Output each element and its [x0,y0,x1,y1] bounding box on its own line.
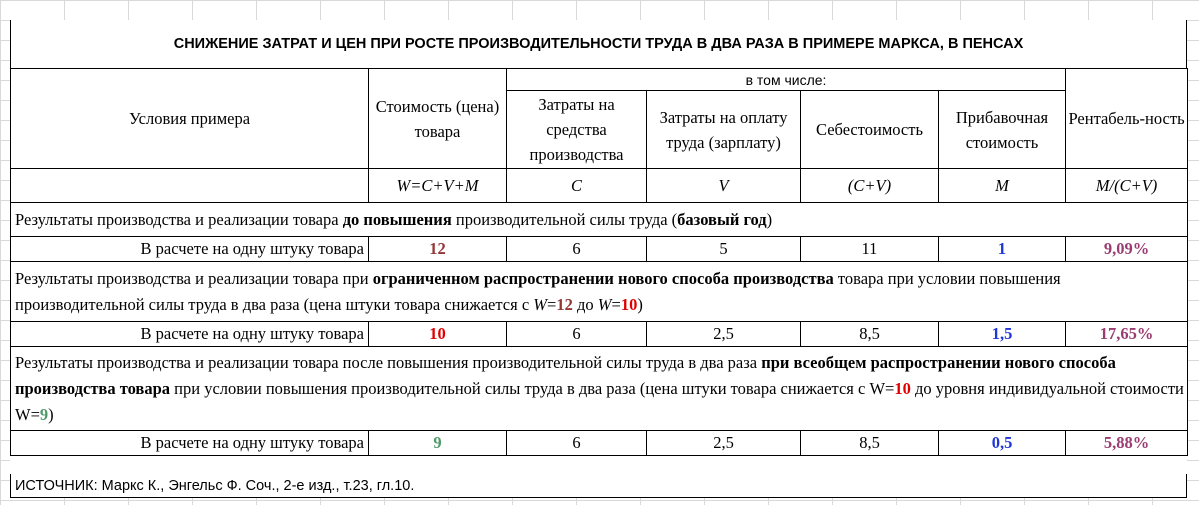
description-text: 9 [39,404,49,424]
description-text: ) [48,404,54,424]
description-text: до повышения [342,209,452,229]
cell-cost: 11 [801,237,939,262]
description-text: 12 [556,294,573,314]
cell-labor: 5 [647,237,801,262]
cell-profitability: 17,65% [1066,322,1188,347]
section-description [11,203,1188,237]
description-text: базовый год [677,209,767,229]
cell-surplus: 1,5 [939,322,1066,347]
header-including: в том числе: [507,69,1066,91]
formula-means: C [507,169,647,203]
header-surplus: Прибавочная стоимость [939,91,1066,169]
formula-cost: (C+V) [801,169,939,203]
header-profitability: Рентабель-ность [1066,69,1188,169]
cell-labor: 2,5 [647,431,801,456]
section-description [11,262,1188,322]
data-table [10,68,1188,456]
description-text: ограниченном распространении нового способа производства [372,268,834,288]
table-row [11,431,1188,456]
row-label: В расчете на одну штуку товара [11,431,369,456]
cell-cost: 8,5 [801,322,939,347]
cell-means: 6 [507,322,647,347]
section-description [11,347,1188,431]
formula-value: W=C+V+M [369,169,507,203]
description-text: производительной силы труда ( [451,209,678,229]
cell-means: 6 [507,431,647,456]
description-text: Результаты производства и реализации товара после повышения производительной силы труда в два раза [15,352,762,372]
table-row [11,322,1188,347]
description-text: = [611,294,621,314]
cell-value: 10 [369,322,507,347]
description-text: Результаты производства и реализации товара при [15,268,373,288]
header-value: Стоимость (цена) товара [369,69,507,169]
cell-labor: 2,5 [647,322,801,347]
cell-value: 12 [369,237,507,262]
cell-means: 6 [507,237,647,262]
table-row [11,237,1188,262]
description-text: ) [637,294,643,314]
formula-empty [11,169,369,203]
description-text: при условии повышения производительной силы труда в два раза (цена штуки товара снижается с W= [170,378,895,398]
description-text: ) [766,209,773,229]
header-conditions: Условия примера [11,69,369,169]
description-text: при всеобщем распространении нового способа производства товара [15,352,1116,398]
row-label: В расчете на одну штуку товара [11,237,369,262]
header-means: Затраты на средства производства [507,91,647,169]
description-text: до уровня индивидуальной стоимости W= [15,378,1184,424]
description-text: W [597,294,612,314]
description-text: до [572,294,598,314]
formula-profitability: M/(C+V) [1066,169,1188,203]
cell-surplus: 0,5 [939,431,1066,456]
formula-surplus: M [939,169,1066,203]
description-text: Результаты производства и реализации товара [15,209,343,229]
cell-profitability: 5,88% [1066,431,1188,456]
description-text: 10 [620,294,638,314]
table-title: СНИЖЕНИЕ ЗАТРАТ И ЦЕН ПРИ РОСТЕ ПРОИЗВОДИТЕЛЬНОСТИ ТРУДА В ДВА РАЗА В ПРИМЕРЕ МАРКСА, В ПЕНСАХ [10,20,1187,68]
description-text: товара при условии повышения производительной силы труда в два раза (цена штуки товара снижается с [15,268,1061,314]
row-label: В расчете на одну штуку товара [11,322,369,347]
description-text: = [547,294,557,314]
formula-labor: V [647,169,801,203]
source-note: ИСТОЧНИК: Маркс К., Энгельс Ф. Соч., 2-е изд., т.23, гл.10. [10,474,1187,498]
spreadsheet-table [10,20,1187,498]
header-cost: Себестоимость [801,91,939,169]
description-text: 10 [894,378,911,398]
cell-profitability: 9,09% [1066,237,1188,262]
description-text: W [533,294,548,314]
cell-surplus: 1 [939,237,1066,262]
cell-cost: 8,5 [801,431,939,456]
header-labor: Затраты на оплату труда (зарплату) [647,91,801,169]
cell-value: 9 [369,431,507,456]
